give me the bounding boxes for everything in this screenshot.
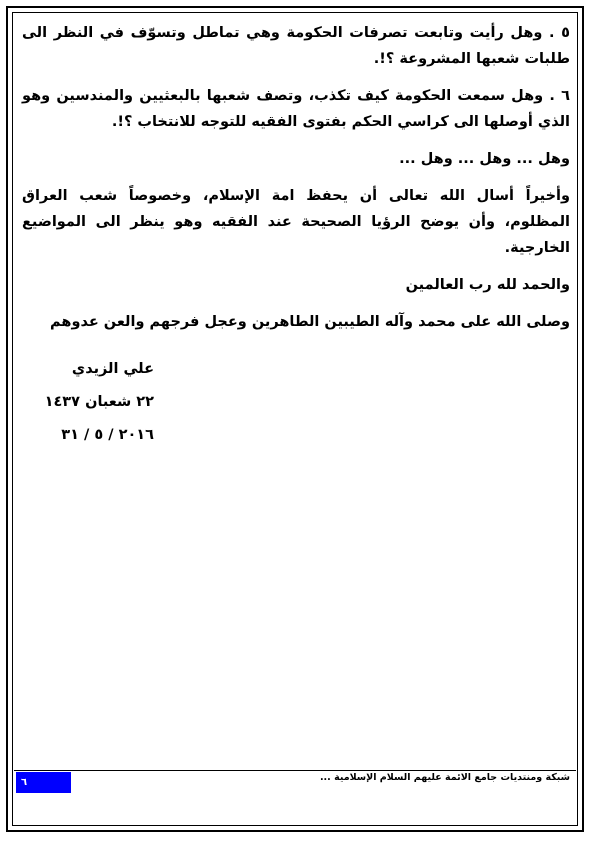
paragraph-point-6: ٦ . وهل سمعت الحكومة كيف تكذب، وتصف شعبها بالبعثيين والمندسين وهو الذي أوصلها الى كراسي الحكم بفتوى الفقيه للتوجه للانتخاب ؟!. (22, 88, 570, 130)
gregorian-date: ٢٠١٦ / ٥ / ٣١ (61, 427, 154, 443)
paragraph-ellipsis: وهل ... وهل ... وهل ... (399, 151, 570, 167)
paragraph-point-5: ٥ . وهل رأيت وتابعت تصرفات الحكومة وهي تماطل وتسوّف في النظر الى طلبات شعبها المشروعة ؟!. (22, 25, 570, 67)
author-name: علي الزيدي (71, 361, 154, 377)
hijri-date: ٢٢ شعبان ١٤٣٧ (44, 394, 154, 410)
paragraph-blessing: وصلى الله على محمد وآله الطيبين الطاهرين وعجل فرجهم والعن عدوهم (50, 314, 570, 330)
page-number-badge (16, 772, 71, 793)
paragraph-closing-prayer: وأخيراً أسال الله تعالى أن يحفظ امة الإسلام، وخصوصاً شعب العراق المظلوم، وأن يوضح الرؤيا الصحيحة عند الفقيه وهو ينظر الى المواضيع الخارجية. (22, 188, 570, 256)
signature-block (34, 356, 154, 455)
page-number: ٦ (21, 777, 28, 788)
document-body (22, 20, 570, 346)
footer-source: شبكة ومنتديات جامع الائمة عليهم السلام الإسلامية ... (319, 772, 570, 783)
paragraph-praise: والحمد لله رب العالمين (405, 277, 570, 293)
footer-divider (14, 770, 576, 771)
